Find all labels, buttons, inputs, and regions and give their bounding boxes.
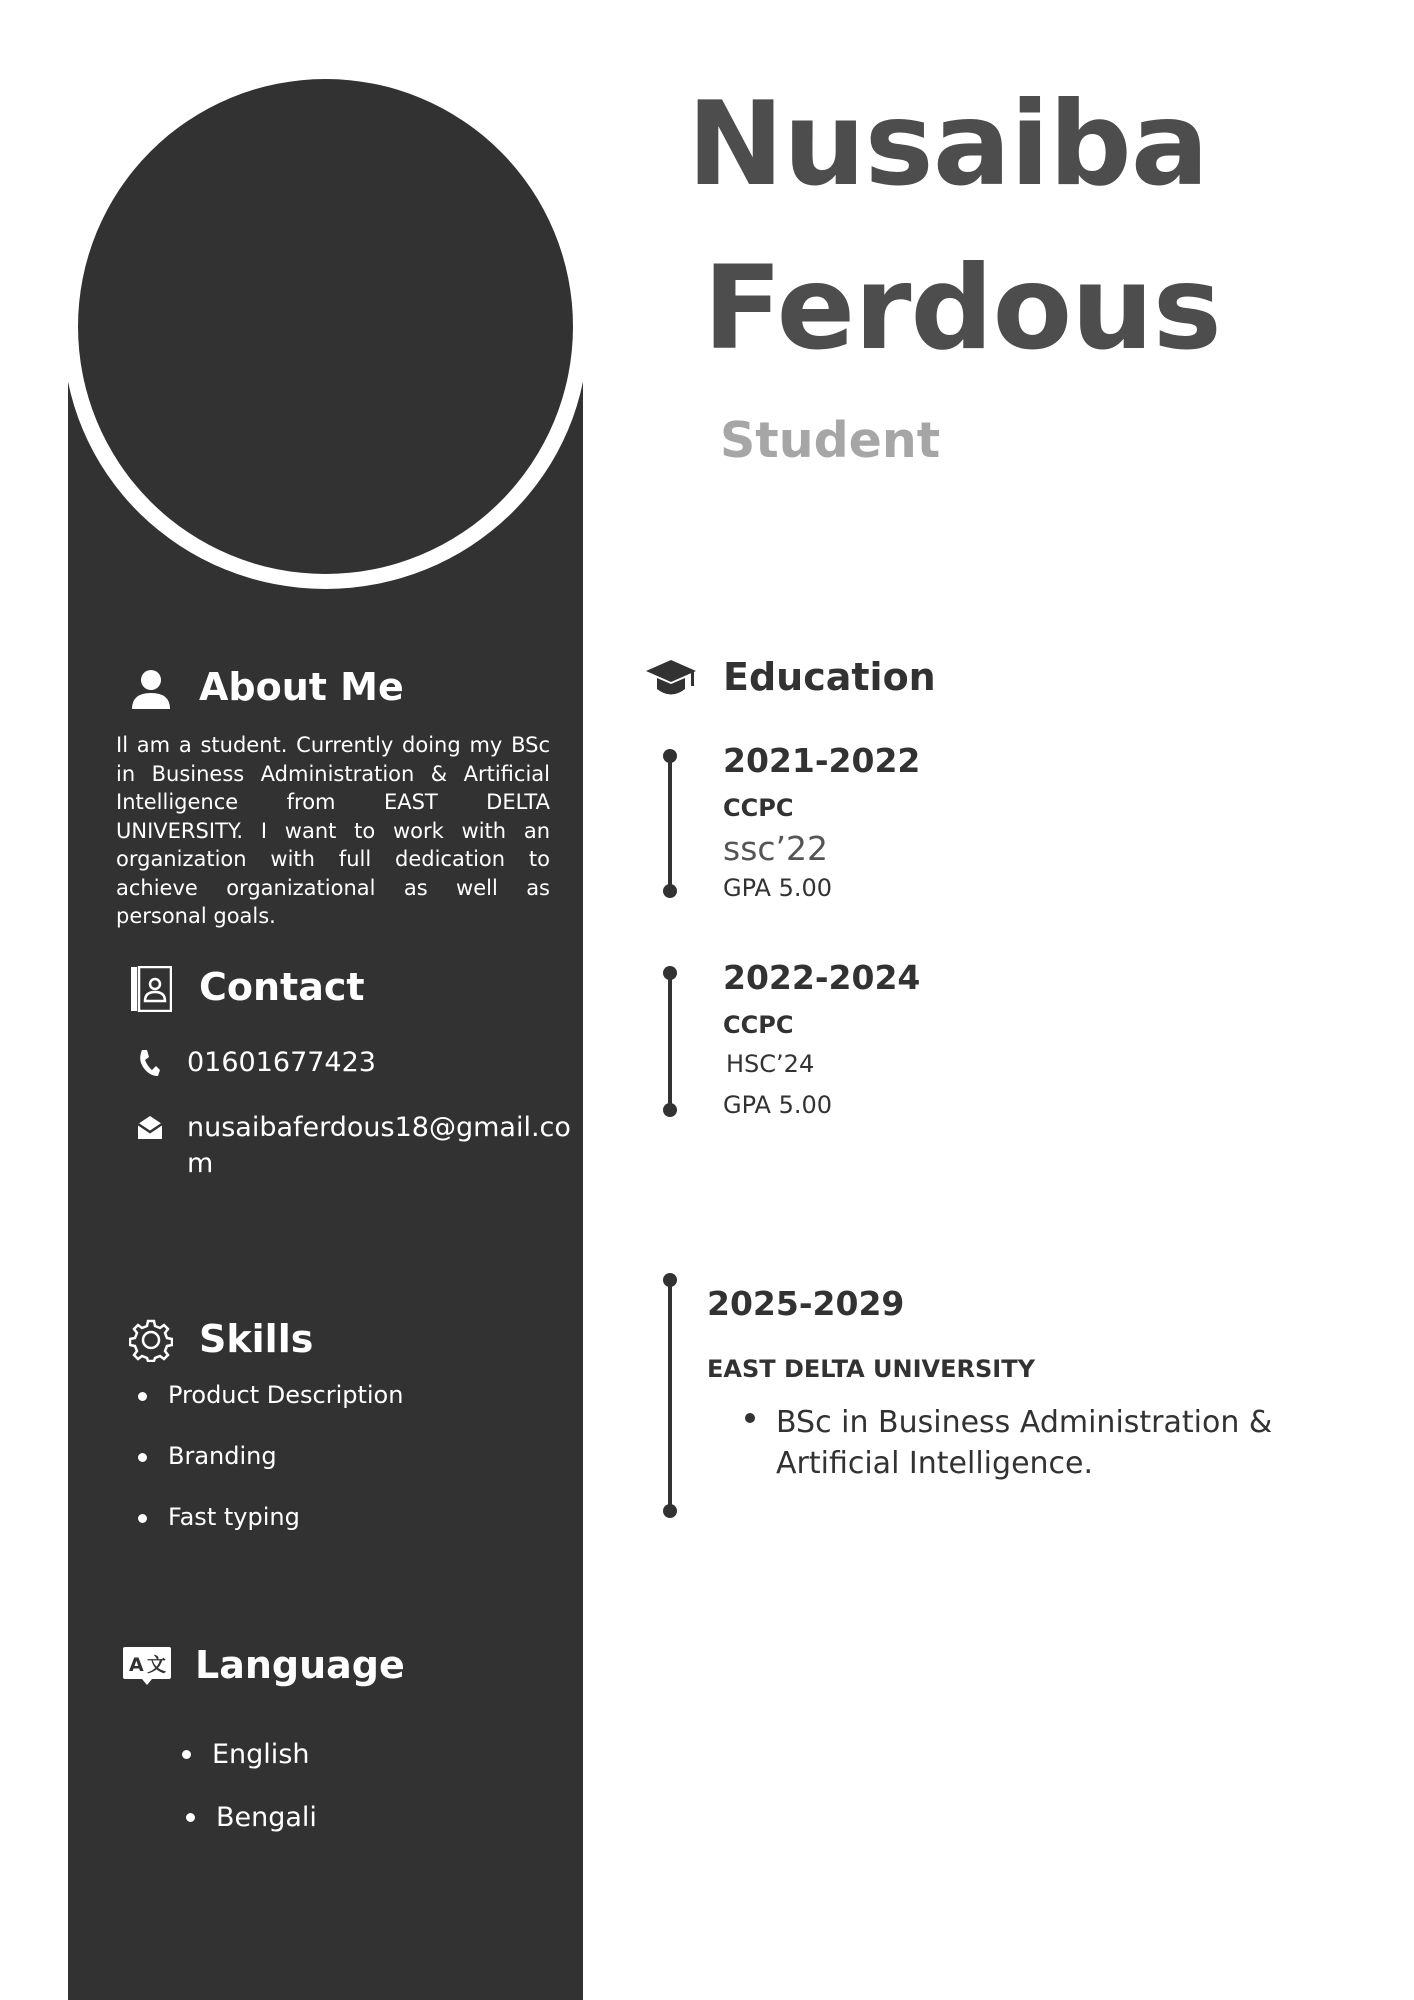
email-address[interactable] — [187, 1110, 571, 1182]
timeline-line — [668, 972, 672, 1111]
skills-heading: Skills — [199, 1317, 314, 1361]
language-item: Bengali — [186, 1804, 317, 1867]
bullet — [745, 1413, 755, 1423]
edu-exam: HSC’24 — [726, 1050, 815, 1078]
edu-exam: ssc’22 — [723, 829, 829, 868]
translate-icon — [122, 1646, 172, 1691]
timeline-line — [668, 756, 672, 892]
timeline-dot — [663, 1103, 677, 1117]
gear-icon — [129, 1318, 173, 1367]
edu-years: 2021-2022 — [723, 741, 921, 780]
last-name: Ferdous — [703, 241, 1221, 376]
skill-item: Fast typing — [138, 1505, 403, 1566]
email-line-1: nusaibaferdous18@gmail.co — [187, 1112, 571, 1143]
edu-school: CCPC — [723, 794, 794, 822]
edu-years: 2025-2029 — [707, 1284, 905, 1323]
edu-degree: BSc in Business Administration & Artificial Intelligence. — [776, 1405, 1273, 1481]
timeline-dot — [663, 1273, 677, 1287]
edu-school: EAST DELTA UNIVERSITY — [707, 1355, 1035, 1383]
edu-school: CCPC — [723, 1011, 794, 1039]
language-list — [182, 1739, 317, 1867]
edu-years: 2022-2024 — [723, 958, 921, 997]
timeline-dot — [663, 749, 677, 763]
phone-number[interactable]: 01601677423 — [187, 1047, 376, 1078]
contact-book-icon — [130, 966, 172, 1017]
about-heading: About Me — [199, 665, 404, 709]
email-line-2: m — [187, 1148, 214, 1179]
graduation-cap-icon — [645, 659, 697, 706]
timeline-line — [668, 1278, 672, 1510]
edu-gpa: GPA 5.00 — [723, 874, 833, 902]
about-text: Il am a student. Currently doing my BSc in Business Administration & Artificial Intelligence from EAST DELTA UNIVERSITY. I want to work with an organization with full dedication to achieve organizational as well as personal goals. — [116, 733, 550, 928]
skills-list — [138, 1383, 403, 1566]
skill-item: Branding — [138, 1444, 403, 1505]
language-item: English — [182, 1741, 313, 1804]
language-heading: Language — [195, 1643, 405, 1687]
contact-heading: Contact — [199, 965, 365, 1009]
education-heading: Education — [723, 655, 936, 699]
phone-icon — [137, 1048, 161, 1083]
user-icon — [130, 668, 172, 715]
timeline-dot — [663, 1504, 677, 1518]
skill-item: Product Description — [138, 1383, 403, 1444]
timeline-dot — [663, 884, 677, 898]
envelope-icon — [136, 1114, 164, 1145]
first-name: Nusaiba — [687, 77, 1209, 212]
edu-gpa: GPA 5.00 — [723, 1091, 833, 1119]
profile-photo — [78, 79, 573, 574]
job-title: Student — [720, 412, 941, 469]
svg-text:文: 文 — [147, 1654, 167, 1676]
svg-text:A: A — [129, 1654, 144, 1676]
sidebar-panel — [68, 380, 583, 2000]
timeline-dot — [663, 966, 677, 980]
